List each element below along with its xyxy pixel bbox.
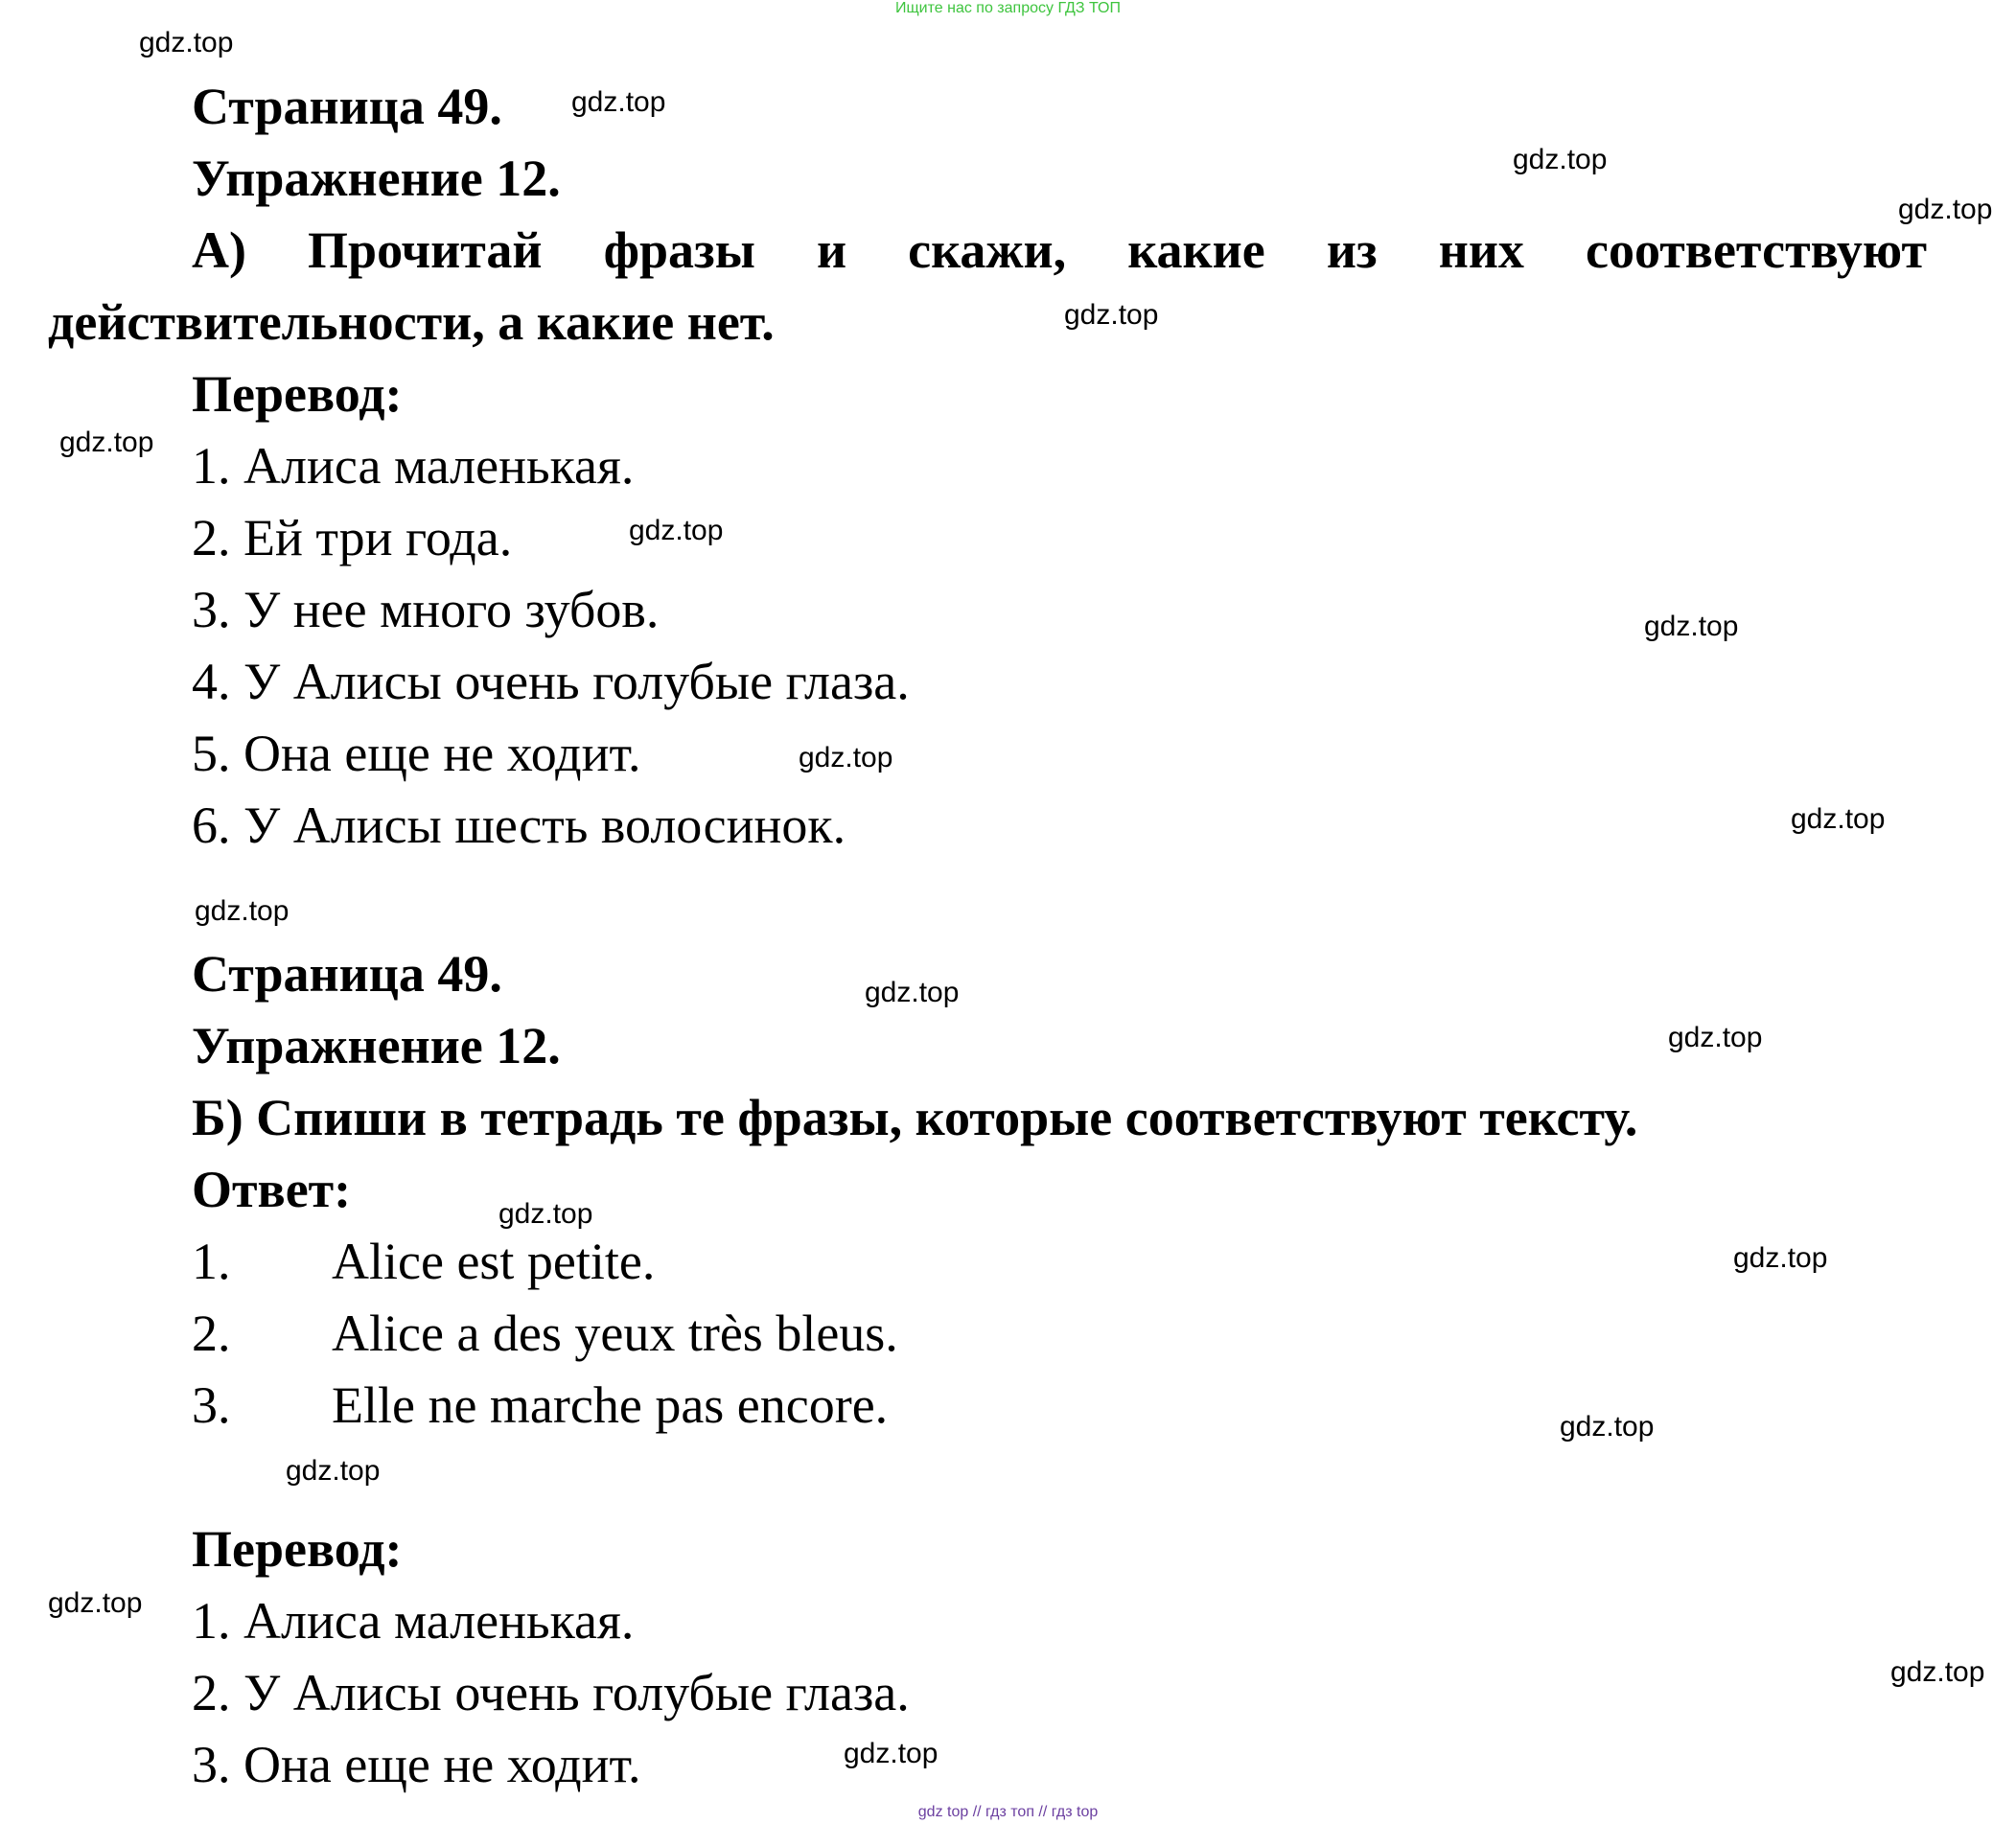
page-heading-2: Страница 49.	[192, 945, 502, 1003]
watermark: gdz.top	[629, 515, 724, 546]
answer-number: 1.	[192, 1233, 231, 1290]
watermark: gdz.top	[799, 742, 893, 773]
watermark: gdz.top	[865, 977, 960, 1008]
exercise-heading-2: Упражнение 12.	[192, 1017, 561, 1074]
watermark: gdz.top	[1513, 144, 1608, 175]
task-a-line-2: действительности, а какие нет.	[48, 293, 775, 351]
translation-heading-2: Перевод:	[192, 1520, 403, 1578]
task-a-word: них	[1438, 221, 1524, 279]
watermark: gdz.top	[48, 1587, 143, 1619]
translation-item: 6. У Алисы шесть волосинок.	[192, 797, 846, 854]
watermark: gdz.top	[139, 27, 234, 58]
answer-item	[192, 1232, 655, 1291]
answer-text: Alice est petite.	[332, 1233, 656, 1290]
translation-item: 1. Алиса маленькая.	[192, 1592, 635, 1650]
translation-heading-1: Перевод:	[192, 365, 403, 423]
watermark: gdz.top	[498, 1198, 593, 1230]
watermark: gdz.top	[59, 427, 154, 458]
exercise-heading-1: Упражнение 12.	[192, 150, 561, 207]
watermark: gdz.top	[1898, 194, 1993, 225]
task-a-word: какие	[1127, 221, 1265, 279]
watermark: gdz.top	[195, 895, 290, 927]
task-a-word: соответствуют	[1586, 221, 1927, 279]
footer-links: gdz top // гдз топ // гдз top	[917, 1804, 1099, 1820]
task-a-word: и	[816, 221, 847, 279]
answer-item	[192, 1304, 898, 1363]
watermark: gdz.top	[286, 1455, 381, 1487]
watermark: gdz.top	[1560, 1411, 1655, 1443]
task-a-word: скажи,	[908, 221, 1067, 279]
translation-item: 1. Алиса маленькая.	[192, 437, 635, 495]
watermark: gdz.top	[1064, 299, 1159, 331]
watermark: gdz.top	[1668, 1022, 1763, 1053]
task-a-line-1	[192, 220, 1927, 280]
answer-number: 2.	[192, 1305, 231, 1362]
task-a-word: Прочитай	[308, 221, 543, 279]
translation-item: 5. Она еще не ходит.	[192, 725, 641, 782]
translation-item: 2. У Алисы очень голубые глаза.	[192, 1664, 910, 1721]
watermark: gdz.top	[1644, 611, 1739, 642]
task-a-word: фразы	[603, 221, 755, 279]
watermark: gdz.top	[1890, 1656, 1985, 1688]
task-a-word: из	[1326, 221, 1378, 279]
answer-text: Alice a des yeux très bleus.	[332, 1305, 898, 1362]
top-banner: Ищите нас по запросу ГДЗ ТОП	[895, 0, 1121, 16]
watermark: gdz.top	[1733, 1242, 1828, 1274]
answer-heading: Ответ:	[192, 1161, 352, 1218]
task-a-word: А)	[192, 221, 246, 279]
translation-item: 4. У Алисы очень голубые глаза.	[192, 653, 910, 710]
answer-number: 3.	[192, 1376, 231, 1434]
translation-item: 3. Она еще не ходит.	[192, 1736, 641, 1793]
translation-item: 2. Ей три года.	[192, 509, 513, 566]
page-heading-1: Страница 49.	[192, 78, 502, 135]
watermark: gdz.top	[844, 1738, 938, 1769]
watermark: gdz.top	[571, 86, 666, 118]
answer-item	[192, 1375, 888, 1435]
translation-item: 3. У нее много зубов.	[192, 581, 660, 638]
watermark: gdz.top	[1791, 803, 1886, 835]
task-b: Б) Спиши в тетрадь те фразы, которые соответствуют тексту.	[192, 1089, 1638, 1146]
answer-text: Elle ne marche pas encore.	[332, 1376, 889, 1434]
